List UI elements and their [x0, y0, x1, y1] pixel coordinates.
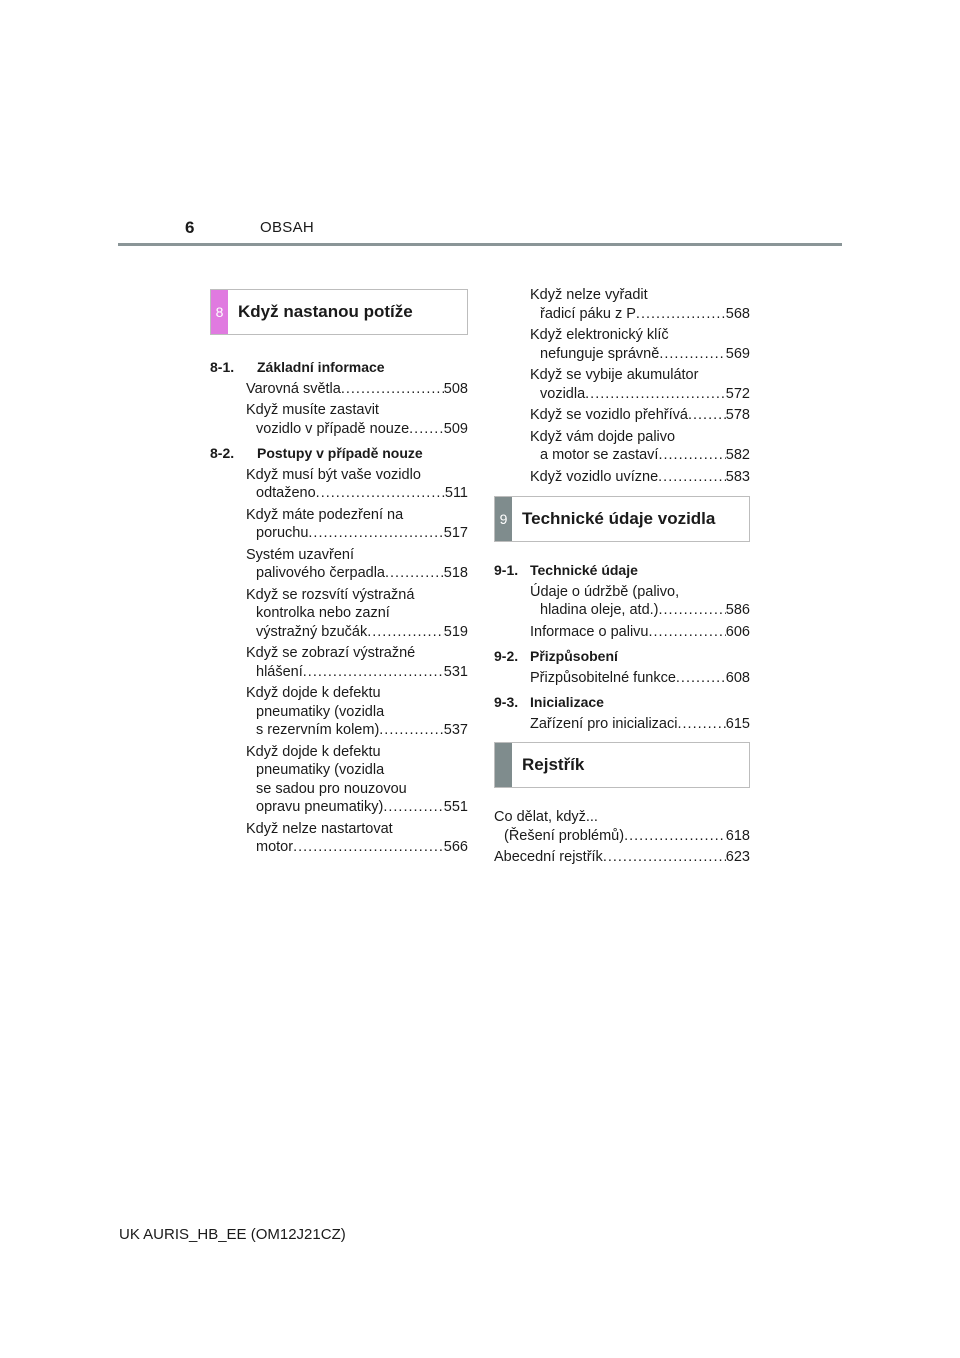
- entry-text: vozidla: [540, 385, 586, 402]
- leader-dots: [688, 406, 726, 425]
- entry-text: a motor se zastaví: [540, 447, 659, 463]
- toc-entry[interactable]: [494, 406, 750, 425]
- entry-text: (Řešení problémů): [504, 827, 625, 844]
- leader-dots: [367, 623, 444, 642]
- entry-text: odtaženo: [256, 485, 316, 501]
- leader-dots: [636, 305, 726, 324]
- leader-dots: [659, 601, 726, 620]
- entry-text: Když máte podezření na: [246, 506, 404, 523]
- entry-text: Když vozidlo uvízne: [530, 468, 659, 485]
- page-ref: 569: [725, 345, 750, 362]
- leader-dots: [308, 524, 443, 543]
- toc-entry[interactable]: [210, 820, 468, 857]
- chapter-number: 9-3.: [494, 694, 519, 710]
- leader-dots: [316, 484, 445, 503]
- entry-text: Abecední rejstřík: [494, 849, 603, 865]
- page-ref: 583: [725, 468, 750, 485]
- page-number: 6: [185, 218, 195, 237]
- entry-text: poruchu: [256, 525, 309, 541]
- entry-text: Když musí být vaše vozidlo: [246, 466, 421, 483]
- entry-text: opravu pneumatiky): [256, 799, 384, 815]
- section-title: Když nastanou potíže: [238, 301, 413, 321]
- entry-text: výstražný bzučák: [256, 623, 368, 640]
- leader-dots: [676, 669, 726, 688]
- leader-dots: [383, 798, 443, 817]
- chapter-title: Postupy v případě nouze: [257, 445, 423, 461]
- leader-dots: [293, 838, 444, 857]
- toc-entry[interactable]: [494, 468, 750, 487]
- chapter-heading: [210, 444, 468, 463]
- leader-dots: [648, 623, 725, 642]
- chapter-number: 9-1.: [494, 562, 519, 578]
- entry-text: kontrolka nebo zazní: [256, 605, 390, 621]
- toc-entry[interactable]: [210, 401, 468, 438]
- section-number-badge: 8: [211, 290, 228, 334]
- page-ref: 618: [725, 827, 750, 844]
- entry-text: Když nelze nastartovat: [246, 820, 393, 837]
- page-ref: 551: [443, 799, 468, 815]
- section-9-heading[interactable]: [494, 496, 750, 542]
- page-ref: 511: [444, 485, 468, 501]
- entry-text: Přizpůsobitelné funkce: [530, 669, 676, 686]
- header-divider: [118, 243, 842, 246]
- page-ref: 566: [443, 839, 468, 855]
- entry-text: Zařízení pro inicializaci: [530, 715, 678, 732]
- entry-text: řadicí páku z P: [540, 305, 636, 322]
- entry-text: Když vám dojde palivo: [530, 428, 676, 445]
- chapter-title: Inicializace: [530, 694, 604, 710]
- toc-entry[interactable]: [210, 380, 468, 399]
- page-ref: 608: [725, 669, 750, 686]
- toc-entry[interactable]: [210, 506, 468, 543]
- entry-text: nefunguje správně: [540, 345, 660, 362]
- section-8-heading[interactable]: [210, 289, 468, 335]
- toc-right-column: [494, 286, 750, 867]
- toc-entry[interactable]: [494, 286, 750, 323]
- entry-text: pneumatiky (vozidla: [256, 762, 385, 778]
- chapter-heading: [494, 561, 750, 580]
- page-ref: 518: [443, 565, 468, 581]
- chapter-title: Technické údaje: [530, 562, 638, 578]
- page-ref: 572: [725, 385, 750, 402]
- toc-entry[interactable]: [210, 546, 468, 583]
- page-ref: 509: [443, 420, 468, 437]
- leader-dots: [385, 564, 444, 583]
- toc-entry[interactable]: [494, 715, 750, 734]
- chapter-number: 9-2.: [494, 648, 519, 664]
- toc-entry[interactable]: [210, 466, 468, 503]
- leader-dots: [341, 380, 444, 399]
- toc-entry[interactable]: [494, 669, 750, 688]
- chapter-heading: [210, 358, 468, 377]
- page-ref: 578: [725, 407, 750, 423]
- toc-entry[interactable]: [494, 428, 750, 465]
- leader-dots: [585, 385, 726, 404]
- leader-dots: [677, 715, 725, 734]
- leader-dots: [409, 420, 444, 439]
- entry-text: Když dojde k defektu: [246, 743, 381, 760]
- entry-text: se sadou pro nouzovou: [256, 780, 407, 797]
- page-ref: 531: [443, 663, 468, 680]
- toc-entry[interactable]: [494, 326, 750, 363]
- entry-text: Když elektronický klíč: [530, 327, 669, 343]
- leader-dots: [658, 468, 726, 487]
- chapter-title: Přizpůsobení: [530, 648, 618, 664]
- page-ref: 508: [443, 380, 468, 397]
- leader-dots: [659, 345, 725, 364]
- leader-dots: [603, 848, 726, 867]
- toc-entry[interactable]: [494, 848, 750, 867]
- page-ref: 586: [725, 602, 750, 618]
- toc-entry[interactable]: [210, 684, 468, 740]
- chapter-number: 8-2.: [210, 445, 235, 461]
- page-ref: 623: [725, 849, 750, 865]
- page-ref: 606: [725, 623, 750, 640]
- leader-dots: [624, 827, 726, 846]
- entry-text: Když se rozsvítí výstražná: [246, 586, 415, 603]
- entry-text: Systém uzavření: [246, 546, 354, 563]
- page-ref: 517: [443, 525, 468, 541]
- toc-left-column: [210, 289, 468, 857]
- entry-text: Když se vybije akumulátor: [530, 367, 699, 383]
- entry-text: Údaje o údržbě (palivo,: [530, 583, 680, 600]
- toc-entry[interactable]: [210, 644, 468, 681]
- page-ref: 582: [725, 447, 750, 463]
- entry-text: Když dojde k defektu: [246, 685, 381, 701]
- chapter-number: 8-1.: [210, 359, 235, 375]
- leader-dots: [303, 663, 444, 682]
- entry-text: Když se vozidlo přehřívá: [530, 407, 688, 423]
- chapter-heading: [494, 693, 750, 712]
- leader-dots: [658, 446, 725, 465]
- entry-text: vozidlo v případě nouze: [256, 420, 410, 437]
- chapter-title: Základní informace: [257, 359, 385, 375]
- entry-text: Varovná světla: [246, 380, 341, 397]
- entry-text: Když nelze vyřadit: [530, 287, 648, 303]
- toc-entry[interactable]: [494, 623, 750, 642]
- page-ref: 537: [443, 722, 468, 738]
- page-ref: 568: [725, 305, 750, 322]
- entry-text: Když se zobrazí výstražné: [246, 645, 416, 661]
- entry-text: Když musíte zastavit: [246, 402, 379, 418]
- entry-text: motor: [256, 839, 294, 855]
- entry-text: Informace o palivu: [530, 623, 649, 640]
- index-section-heading[interactable]: [494, 742, 750, 788]
- toc-entry[interactable]: [210, 743, 468, 817]
- entry-text: Co dělat, když...: [494, 809, 598, 825]
- section-title: Technické údaje vozidla: [522, 508, 716, 528]
- entry-text: hladina oleje, atd.): [540, 602, 659, 618]
- entry-text: pneumatiky (vozidla: [256, 703, 385, 720]
- section-color-tab: [495, 743, 512, 787]
- section-title: Rejstřík: [522, 754, 585, 774]
- toc-entry[interactable]: [210, 586, 468, 642]
- section-number-badge: 9: [495, 497, 512, 541]
- entry-text: s rezervním kolem): [256, 722, 380, 738]
- toc-entry[interactable]: [494, 583, 750, 620]
- entry-text: palivového čerpadla: [256, 565, 385, 581]
- page-ref: 615: [725, 715, 750, 732]
- toc-entry[interactable]: [494, 808, 750, 845]
- toc-entry[interactable]: [494, 366, 750, 403]
- document-code: UK AURIS_HB_EE (OM12J21CZ): [119, 1226, 346, 1243]
- entry-text: hlášení: [256, 663, 303, 680]
- chapter-heading: [494, 647, 750, 666]
- leader-dots: [379, 721, 444, 740]
- page-ref: 519: [443, 623, 468, 640]
- page-header-title: OBSAH: [260, 219, 315, 236]
